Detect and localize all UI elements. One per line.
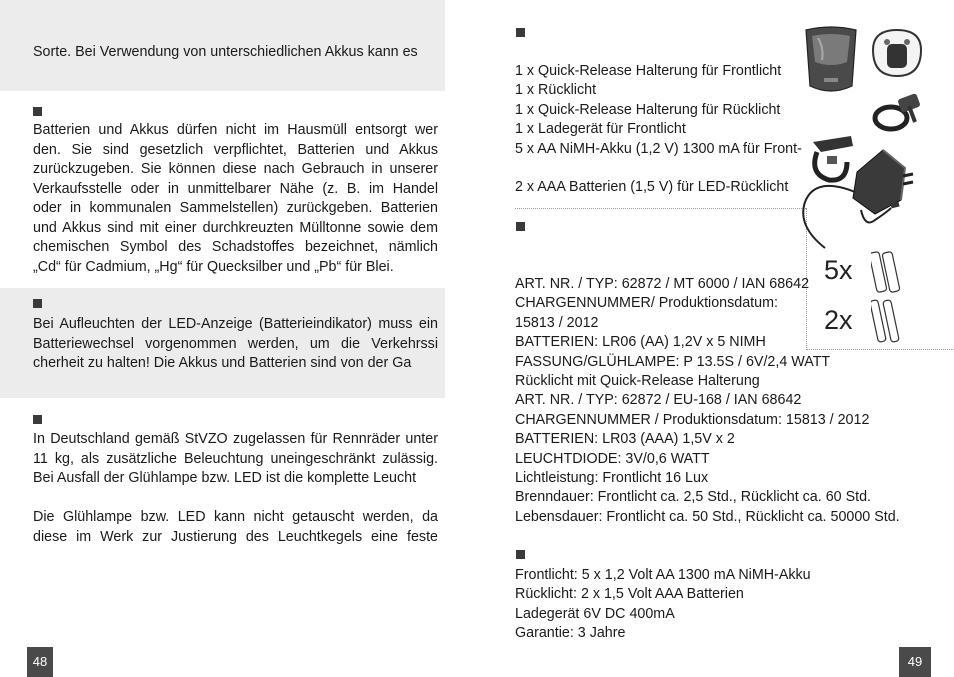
section-bullet xyxy=(516,550,525,559)
spec-line: Lebensdauer: Frontlicht ca. 50 Std., Rücklicht ca. 50000 Std. xyxy=(515,508,900,525)
right-page xyxy=(477,0,954,677)
spec-line: 15813 / 2012 xyxy=(515,314,599,331)
section-top-text xyxy=(33,43,438,63)
text-line: cherheit zu halten! Die Akkus und Batterien sind von der Ga xyxy=(33,355,412,371)
text-line: Die Glühlampe bzw. LED kann nicht getauscht werden, da xyxy=(33,509,438,525)
spec-line: CHARGENNUMMER/ Produktionsdatum: xyxy=(515,295,778,312)
aaa-batteries-icon xyxy=(871,296,901,346)
text-line: Bei Ausfall der Glühlampe bzw. LED ist die komplette Leucht xyxy=(33,470,417,486)
section-bullet xyxy=(33,415,42,424)
text-line: und Akkus sind mit einer durchkreuzten Mülltonne sowie dem xyxy=(33,219,438,236)
section-bullet xyxy=(33,299,42,308)
list-item: 1 x Ladegerät für Frontlicht xyxy=(515,121,686,138)
spec-line: Brenndauer: Frontlicht ca. 2,5 Std., Rücklicht ca. 60 Std. xyxy=(515,489,872,506)
qty-aaa-label: 2x xyxy=(824,305,853,335)
spec-line: BATTERIEN: LR06 (AA) 1,2V x 5 NIMH xyxy=(515,334,766,351)
text-line: Batterien und Akkus dürfen nicht im Hausmüll entsorgt wer xyxy=(33,122,438,138)
text-line: diese im Werk zur Justierung des Leuchtkegels eine feste xyxy=(33,528,438,545)
list-item: 1 x Rücklicht xyxy=(515,82,597,99)
text-line: 11 kg, als zusätzliche Beleuchtung uneingeschränkt zulässig. xyxy=(33,450,438,467)
section-bullet xyxy=(33,107,42,116)
spec-line: Lichtleistung: Frontlicht 16 Lux xyxy=(515,470,709,487)
text-line: Sorte. Bei Verwendung von unterschiedlichen Akkus kann es xyxy=(33,44,418,60)
list-item: 5 x AA NiMH-Akku (1,2 V) 1300 mA für Front- xyxy=(515,140,802,157)
section-stvzo-text xyxy=(33,430,438,489)
qty-aa-label: 5x xyxy=(824,255,853,285)
spec-line: LEUCHTDIODE: 3V/0,6 WATT xyxy=(515,450,710,467)
section-disposal-text xyxy=(33,121,438,277)
contents-list xyxy=(515,62,802,198)
list-item: 2 x AAA Batterien (1,5 V) für LED-Rücklicht xyxy=(515,179,789,196)
spec-line: CHARGENNUMMER / Produktionsdatum: 15813 / 2012 xyxy=(515,411,870,428)
power-line: Garantie: 3 Jahre xyxy=(515,625,626,642)
list-item: 1 x Quick-Release Halterung für Rücklicht xyxy=(515,101,781,118)
rear-light-icon xyxy=(869,28,925,80)
aa-batteries-icon xyxy=(871,248,901,296)
spec-line: Rücklicht mit Quick-Release Halterung xyxy=(515,373,760,390)
section-led-text xyxy=(33,315,438,374)
spec-line: BATTERIEN: LR03 (AAA) 1,5V x 2 xyxy=(515,431,735,448)
text-line: oder in kommunalen Sammelstellen) zurückgeben. Batterien xyxy=(33,200,438,216)
text-line: zurückzugeben. Sie können diese nach Gebrauch in unserer xyxy=(33,161,438,177)
spec-line: FASSUNG/GLÜHLAMPE: P 13.5S / 6V/2,4 WATT xyxy=(515,353,831,370)
page-number: 48 xyxy=(27,647,53,677)
text-line: In Deutschland gemäß StVZO zugelassen für Rennräder unter xyxy=(33,431,438,447)
section-bulb-text xyxy=(33,508,438,547)
text-line: „Cd“ für Cadmium, „Hg“ für Quecksilber und „Pb“ für Blei. xyxy=(33,258,394,275)
power-line: Frontlicht: 5 x 1,2 Volt AA 1300 mA NiMH-Akku xyxy=(515,567,811,583)
list-item: 1 x Quick-Release Halterung für Frontlicht xyxy=(515,63,782,79)
page-number: 49 xyxy=(899,647,931,677)
section-bullet xyxy=(516,222,525,231)
list-item xyxy=(515,159,802,178)
text-line: Verkaufsstelle oder in unmittelbarer Nähe (z. B. im Handel xyxy=(33,180,438,197)
power-line: Ladegerät 6V DC 400mA xyxy=(515,605,675,622)
text-line: chemischen Symbol des Schadstoffes bezeichnet, nämlich xyxy=(33,239,438,255)
rear-mount-icon xyxy=(869,92,925,136)
power-list xyxy=(515,566,811,644)
text-line: den. Sie sind gesetzlich verpflichtet, Batterien und Akkus xyxy=(33,141,438,158)
front-light-icon xyxy=(802,26,860,98)
power-line: Rücklicht: 2 x 1,5 Volt AAA Batterien xyxy=(515,586,744,603)
spec-line: ART. NR. / TYP: 62872 / MT 6000 / IAN 68642 xyxy=(515,276,810,292)
spec-line: ART. NR. / TYP: 62872 / EU-168 / IAN 68642 xyxy=(515,392,802,409)
divider xyxy=(515,208,806,209)
text-line: Bei Aufleuchten der LED-Anzeige (Batterieindikator) muss ein xyxy=(33,316,438,332)
text-line: Batteriewechsel vorgenommen werden, um die Verkehrssi xyxy=(33,335,438,352)
charger-icon xyxy=(795,148,915,254)
section-bullet xyxy=(516,28,525,37)
